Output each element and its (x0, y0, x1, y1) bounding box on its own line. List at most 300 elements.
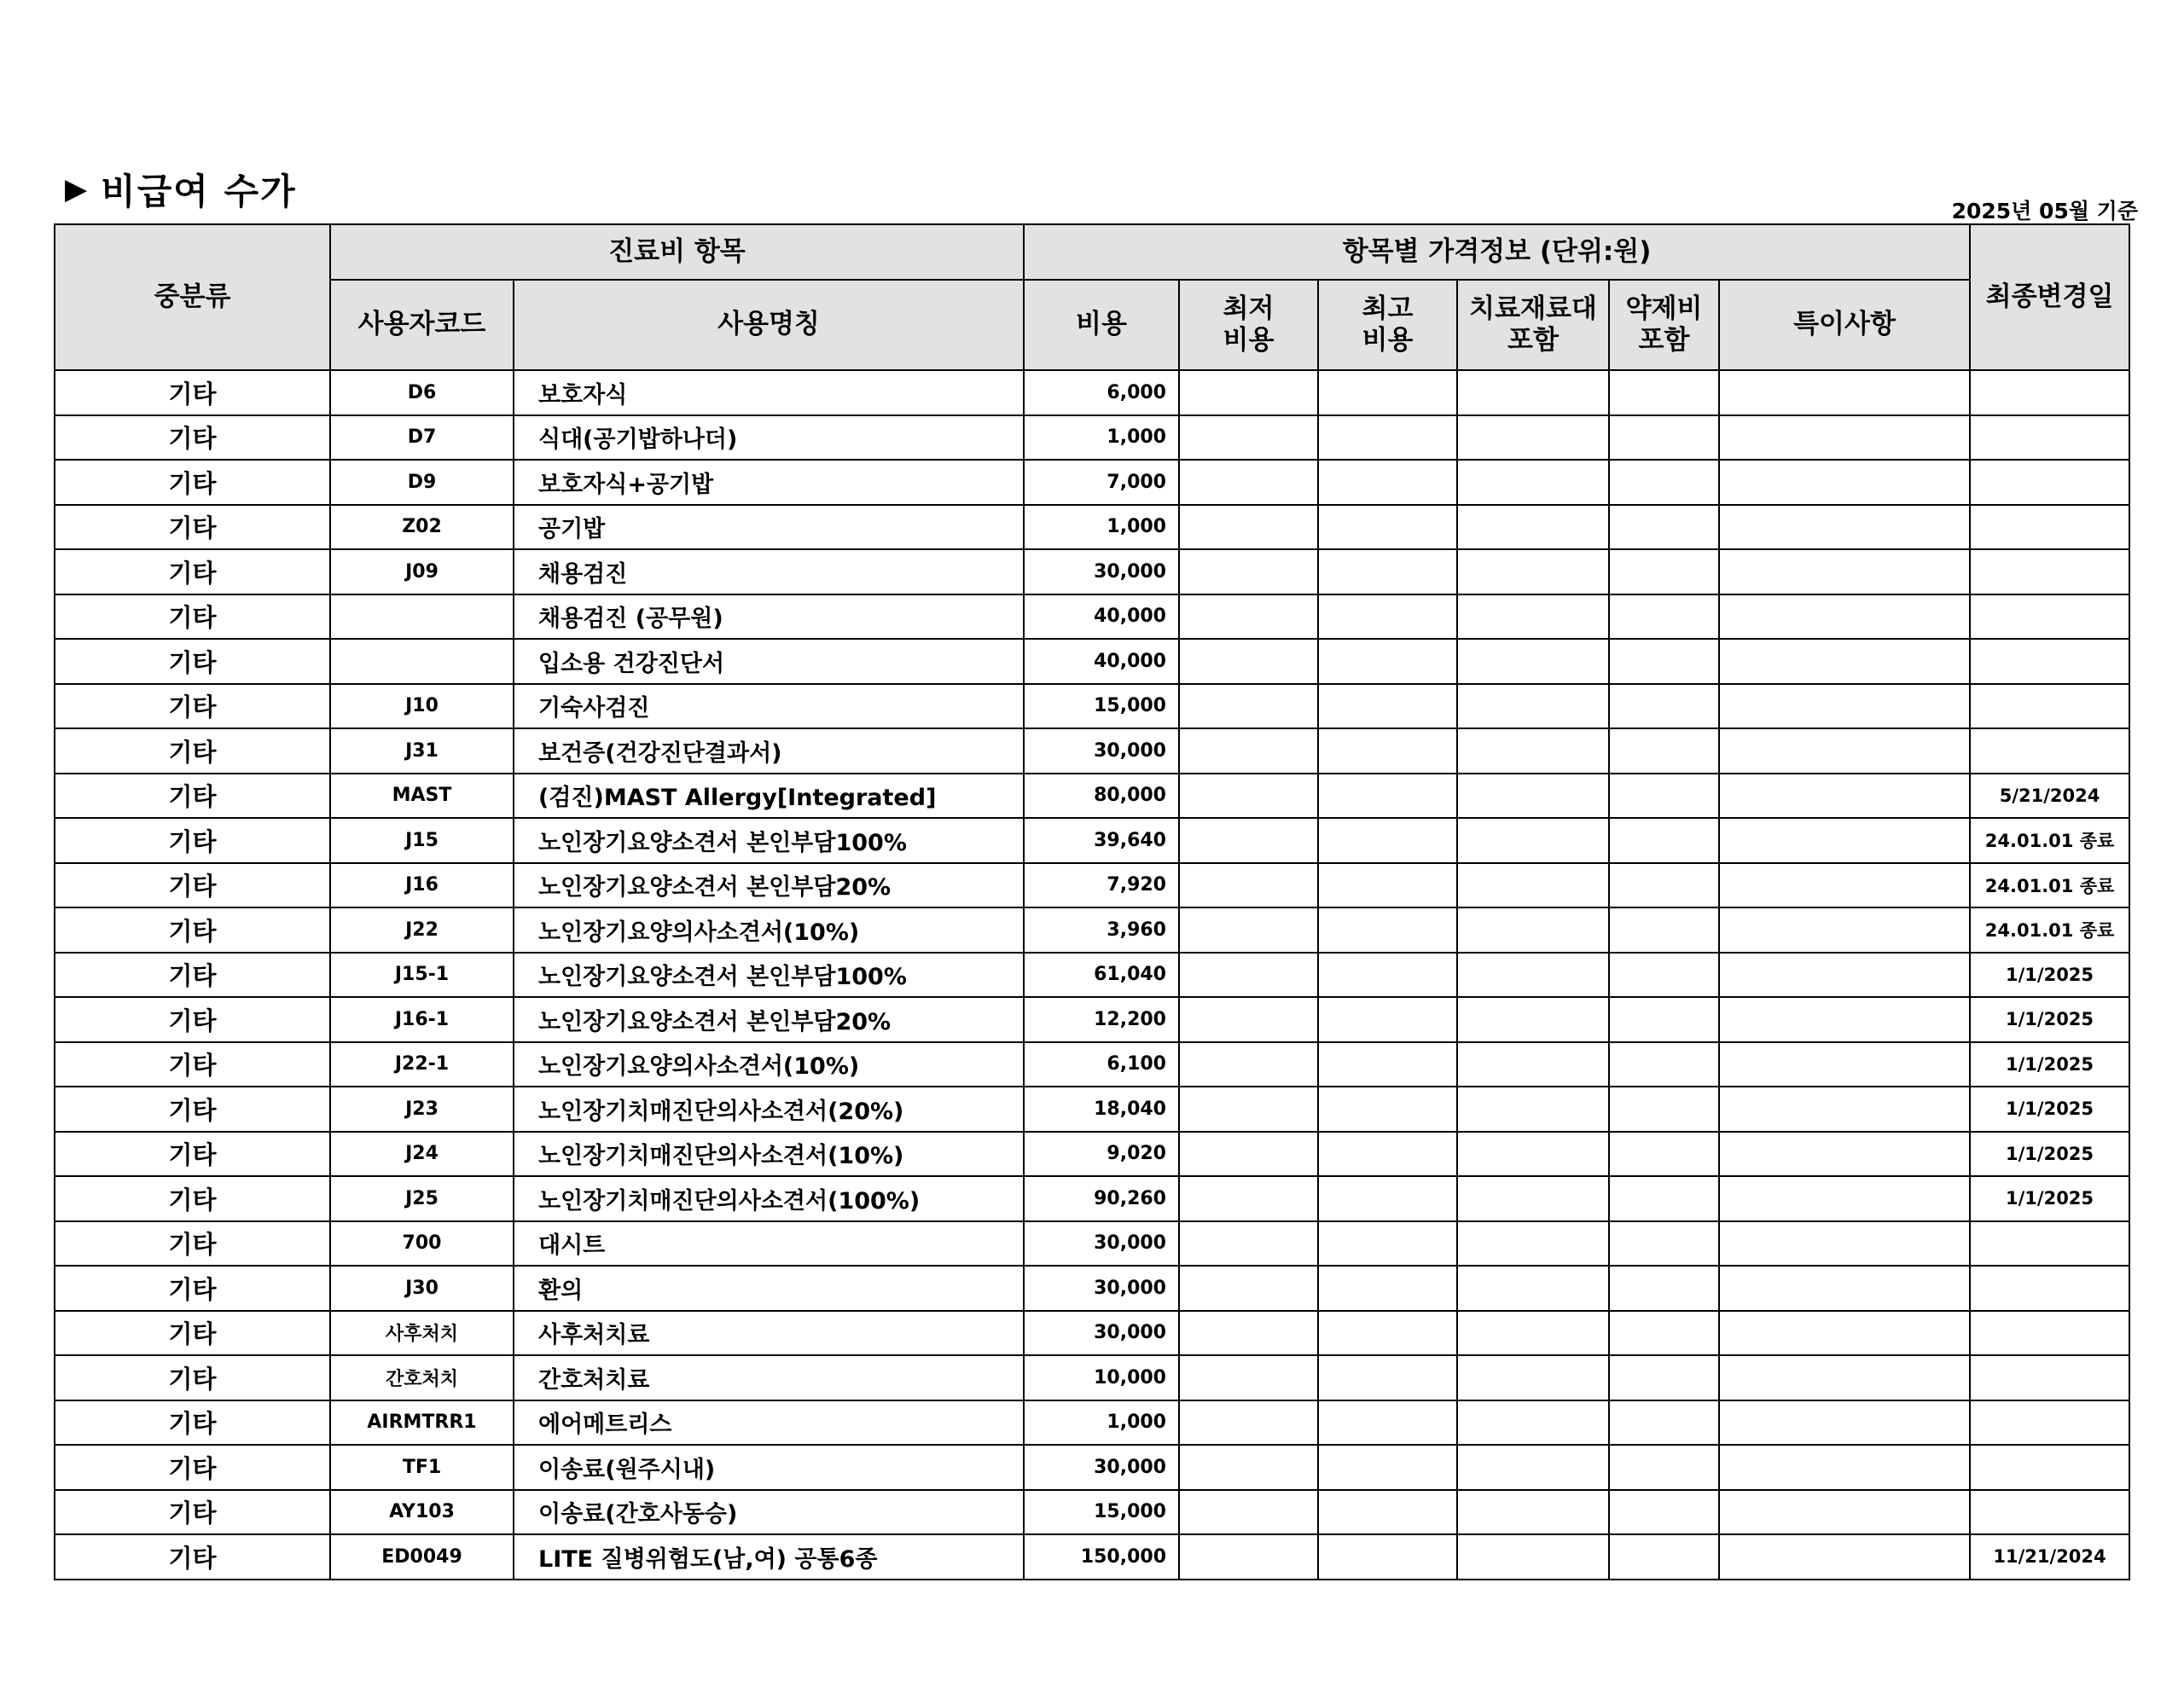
min-cost-cell (1179, 818, 1318, 863)
last-changed-cell (1970, 1311, 2129, 1356)
cost-cell: 30,000 (1024, 728, 1179, 774)
remarks-cell (1719, 370, 1970, 415)
header-max-cost (1318, 280, 1457, 370)
category-cell: 기타 (55, 953, 330, 998)
last-changed-cell (1970, 1490, 2129, 1535)
table-row (55, 594, 2129, 640)
material-cell (1457, 1221, 1609, 1267)
table-row (55, 639, 2129, 684)
table-row (55, 1176, 2129, 1221)
category-cell: 기타 (55, 684, 330, 729)
category-cell: 기타 (55, 505, 330, 550)
category-cell: 기타 (55, 1311, 330, 1356)
header-group-item: 진료비 항목 (330, 224, 1024, 280)
drug-cell (1609, 1311, 1719, 1356)
header-cost: 비용 (1024, 280, 1179, 370)
category-cell: 기타 (55, 639, 330, 684)
user-code-cell: J31 (330, 728, 514, 774)
max-cost-cell (1318, 1087, 1457, 1132)
max-cost-cell (1318, 684, 1457, 729)
last-changed-cell: 24.01.01 종료 (1970, 907, 2129, 953)
cost-cell: 150,000 (1024, 1534, 1179, 1580)
last-changed-cell: 24.01.01 종료 (1970, 863, 2129, 908)
last-changed-cell: 1/1/2025 (1970, 953, 2129, 998)
table-row (55, 370, 2129, 415)
drug-cell (1609, 1221, 1719, 1267)
drug-cell (1609, 505, 1719, 550)
max-cost-cell (1318, 1311, 1457, 1356)
max-cost-cell (1318, 1355, 1457, 1400)
table-row (55, 1445, 2129, 1490)
user-code-cell: D9 (330, 460, 514, 505)
user-name-cell: 보호자식 (514, 370, 1024, 415)
header-material-included (1457, 280, 1609, 370)
drug-cell (1609, 1087, 1719, 1132)
max-cost-cell (1318, 728, 1457, 774)
min-cost-cell (1179, 1221, 1318, 1267)
material-cell (1457, 997, 1609, 1042)
last-changed-cell (1970, 639, 2129, 684)
user-name-cell: 채용검진 (514, 549, 1024, 594)
material-cell (1457, 953, 1609, 998)
last-changed-cell: 11/21/2024 (1970, 1534, 2129, 1580)
user-code-cell: J16 (330, 863, 514, 908)
cost-cell: 40,000 (1024, 639, 1179, 684)
user-code-cell: J23 (330, 1087, 514, 1132)
user-name-cell: 노인장기치매진단의사소견서(100%) (514, 1176, 1024, 1221)
cost-cell: 15,000 (1024, 1490, 1179, 1535)
min-cost-cell (1179, 1490, 1318, 1535)
user-name-cell: 식대(공기밥하나더) (514, 415, 1024, 461)
category-cell: 기타 (55, 1221, 330, 1267)
user-name-cell: 노인장기요양소견서 본인부담100% (514, 953, 1024, 998)
user-code-cell: ED0049 (330, 1534, 514, 1580)
min-cost-cell (1179, 728, 1318, 774)
material-cell (1457, 549, 1609, 594)
category-cell: 기타 (55, 1490, 330, 1535)
user-code-cell: D7 (330, 415, 514, 461)
material-cell (1457, 774, 1609, 819)
cost-cell: 30,000 (1024, 1221, 1179, 1267)
remarks-cell (1719, 684, 1970, 729)
user-name-cell: 에어메트리스 (514, 1400, 1024, 1446)
cost-cell: 1,000 (1024, 1400, 1179, 1446)
last-changed-cell: 1/1/2025 (1970, 1176, 2129, 1221)
user-name-cell: 노인장기요양의사소견서(10%) (514, 907, 1024, 953)
material-cell (1457, 863, 1609, 908)
cost-cell: 7,000 (1024, 460, 1179, 505)
table-row (55, 1266, 2129, 1311)
max-cost-cell (1318, 863, 1457, 908)
user-name-cell: 노인장기요양소견서 본인부담100% (514, 818, 1024, 863)
user-code-cell: J09 (330, 549, 514, 594)
material-cell (1457, 1042, 1609, 1087)
remarks-cell (1719, 1311, 1970, 1356)
table-row (55, 684, 2129, 729)
category-cell: 기타 (55, 1445, 330, 1490)
max-cost-cell (1318, 907, 1457, 953)
remarks-cell (1719, 953, 1970, 998)
last-changed-cell (1970, 1266, 2129, 1311)
min-cost-cell (1179, 1311, 1318, 1356)
header-min-cost (1179, 280, 1318, 370)
remarks-cell (1719, 415, 1970, 461)
cost-cell: 6,100 (1024, 1042, 1179, 1087)
min-cost-cell (1179, 953, 1318, 998)
last-changed-cell (1970, 594, 2129, 640)
drug-cell (1609, 415, 1719, 461)
table-row (55, 1400, 2129, 1446)
last-changed-cell (1970, 415, 2129, 461)
drug-cell (1609, 1355, 1719, 1400)
last-changed-cell (1970, 1445, 2129, 1490)
drug-cell (1609, 1176, 1719, 1221)
category-cell: 기타 (55, 1400, 330, 1446)
category-cell: 기타 (55, 863, 330, 908)
remarks-cell (1719, 1490, 1970, 1535)
user-code-cell: J15 (330, 818, 514, 863)
user-name-cell: 이송료(원주시내) (514, 1445, 1024, 1490)
header-max-cost-line2: 비용 (1362, 325, 1414, 356)
material-cell (1457, 1132, 1609, 1177)
remarks-cell (1719, 1534, 1970, 1580)
cost-cell: 39,640 (1024, 818, 1179, 863)
header-last-changed: 최종변경일 (1970, 224, 2129, 370)
material-cell (1457, 684, 1609, 729)
drug-cell (1609, 774, 1719, 819)
user-name-cell: 보호자식+공기밥 (514, 460, 1024, 505)
user-code-cell: AY103 (330, 1490, 514, 1535)
remarks-cell (1719, 774, 1970, 819)
min-cost-cell (1179, 1355, 1318, 1400)
min-cost-cell (1179, 774, 1318, 819)
max-cost-cell (1318, 639, 1457, 684)
reference-date: 2025년 05월 기준 (1951, 199, 2138, 223)
cost-cell: 3,960 (1024, 907, 1179, 953)
user-name-cell: 공기밥 (514, 505, 1024, 550)
max-cost-cell (1318, 818, 1457, 863)
material-cell (1457, 1400, 1609, 1446)
remarks-cell (1719, 549, 1970, 594)
user-code-cell: J24 (330, 1132, 514, 1177)
user-name-cell: 입소용 건강진단서 (514, 639, 1024, 684)
page-title (65, 164, 297, 215)
drug-cell (1609, 1266, 1719, 1311)
page-title-text: 비급여 수가 (101, 171, 297, 212)
user-name-cell: 사후처치료 (514, 1311, 1024, 1356)
user-name-cell: 간호처치료 (514, 1355, 1024, 1400)
last-changed-cell: 1/1/2025 (1970, 997, 2129, 1042)
header-max-cost-line1: 최고 (1362, 293, 1414, 324)
min-cost-cell (1179, 1176, 1318, 1221)
drug-cell (1609, 1042, 1719, 1087)
remarks-cell (1719, 997, 1970, 1042)
user-code-cell: J16-1 (330, 997, 514, 1042)
cost-cell: 15,000 (1024, 684, 1179, 729)
category-cell: 기타 (55, 460, 330, 505)
header-group-price: 항목별 가격정보 (단위:원) (1024, 224, 1970, 280)
material-cell (1457, 1490, 1609, 1535)
material-cell (1457, 370, 1609, 415)
user-name-cell: 이송료(간호사동승) (514, 1490, 1024, 1535)
min-cost-cell (1179, 1132, 1318, 1177)
remarks-cell (1719, 639, 1970, 684)
user-name-cell: (검진)MAST Allergy[Integrated] (514, 774, 1024, 819)
cost-cell: 1,000 (1024, 505, 1179, 550)
table-row (55, 1132, 2129, 1177)
drug-cell (1609, 818, 1719, 863)
min-cost-cell (1179, 1087, 1318, 1132)
remarks-cell (1719, 505, 1970, 550)
min-cost-cell (1179, 1445, 1318, 1490)
drug-cell (1609, 684, 1719, 729)
remarks-cell (1719, 1445, 1970, 1490)
max-cost-cell (1318, 1042, 1457, 1087)
cost-cell: 10,000 (1024, 1355, 1179, 1400)
cost-cell: 7,920 (1024, 863, 1179, 908)
max-cost-cell (1318, 1132, 1457, 1177)
material-cell (1457, 1445, 1609, 1490)
user-name-cell: 노인장기요양의사소견서(10%) (514, 1042, 1024, 1087)
last-changed-cell (1970, 549, 2129, 594)
remarks-cell (1719, 460, 1970, 505)
drug-cell (1609, 1445, 1719, 1490)
category-cell: 기타 (55, 907, 330, 953)
table-row (55, 1490, 2129, 1535)
last-changed-cell (1970, 370, 2129, 415)
user-name-cell: 환의 (514, 1266, 1024, 1311)
category-cell: 기타 (55, 1042, 330, 1087)
max-cost-cell (1318, 1221, 1457, 1267)
drug-cell (1609, 907, 1719, 953)
material-cell (1457, 907, 1609, 953)
remarks-cell (1719, 1355, 1970, 1400)
last-changed-cell (1970, 460, 2129, 505)
drug-cell (1609, 1534, 1719, 1580)
material-cell (1457, 728, 1609, 774)
cost-cell: 12,200 (1024, 997, 1179, 1042)
cost-cell: 30,000 (1024, 1311, 1179, 1356)
drug-cell (1609, 1132, 1719, 1177)
table-body (55, 370, 2129, 1580)
material-cell (1457, 1355, 1609, 1400)
user-name-cell: 노인장기치매진단의사소견서(20%) (514, 1087, 1024, 1132)
last-changed-cell: 1/1/2025 (1970, 1132, 2129, 1177)
header-user-name: 사용명칭 (514, 280, 1024, 370)
remarks-cell (1719, 1400, 1970, 1446)
max-cost-cell (1318, 997, 1457, 1042)
table-row (55, 1355, 2129, 1400)
max-cost-cell (1318, 1266, 1457, 1311)
drug-cell (1609, 997, 1719, 1042)
header-drug-included (1609, 280, 1719, 370)
table-row (55, 1311, 2129, 1356)
max-cost-cell (1318, 953, 1457, 998)
cost-cell: 30,000 (1024, 549, 1179, 594)
header-min-cost-line1: 최저 (1223, 293, 1275, 324)
table-row (55, 1042, 2129, 1087)
user-code-cell: Z02 (330, 505, 514, 550)
max-cost-cell (1318, 505, 1457, 550)
cost-cell: 9,020 (1024, 1132, 1179, 1177)
user-code-cell (330, 594, 514, 640)
drug-cell (1609, 1400, 1719, 1446)
category-cell: 기타 (55, 1176, 330, 1221)
material-cell (1457, 460, 1609, 505)
header-category: 중분류 (55, 224, 330, 370)
user-code-cell: J15-1 (330, 953, 514, 998)
remarks-cell (1719, 1132, 1970, 1177)
category-cell: 기타 (55, 1132, 330, 1177)
last-changed-cell (1970, 1355, 2129, 1400)
drug-cell (1609, 953, 1719, 998)
user-code-cell: 700 (330, 1221, 514, 1267)
last-changed-cell (1970, 1400, 2129, 1446)
remarks-cell (1719, 1042, 1970, 1087)
max-cost-cell (1318, 1490, 1457, 1535)
min-cost-cell (1179, 1042, 1318, 1087)
cost-cell: 30,000 (1024, 1445, 1179, 1490)
min-cost-cell (1179, 639, 1318, 684)
user-name-cell: 채용검진 (공무원) (514, 594, 1024, 640)
category-cell: 기타 (55, 728, 330, 774)
drug-cell (1609, 460, 1719, 505)
last-changed-cell: 5/21/2024 (1970, 774, 2129, 819)
user-code-cell: 사후처치 (330, 1311, 514, 1356)
remarks-cell (1719, 863, 1970, 908)
user-name-cell: 노인장기요양소견서 본인부담20% (514, 863, 1024, 908)
header-material-line1: 치료재료대 (1469, 293, 1597, 324)
category-cell: 기타 (55, 549, 330, 594)
table-row (55, 728, 2129, 774)
table-row (55, 1221, 2129, 1267)
table-row (55, 460, 2129, 505)
cost-cell: 80,000 (1024, 774, 1179, 819)
remarks-cell (1719, 594, 1970, 640)
cost-cell: 1,000 (1024, 415, 1179, 461)
table-row (55, 415, 2129, 461)
remarks-cell (1719, 728, 1970, 774)
max-cost-cell (1318, 549, 1457, 594)
min-cost-cell (1179, 505, 1318, 550)
max-cost-cell (1318, 415, 1457, 461)
min-cost-cell (1179, 684, 1318, 729)
user-name-cell: 기숙사검진 (514, 684, 1024, 729)
min-cost-cell (1179, 549, 1318, 594)
last-changed-cell (1970, 728, 2129, 774)
remarks-cell (1719, 818, 1970, 863)
cost-cell: 30,000 (1024, 1266, 1179, 1311)
user-code-cell: J25 (330, 1176, 514, 1221)
table-row (55, 818, 2129, 863)
max-cost-cell (1318, 1400, 1457, 1446)
category-cell: 기타 (55, 997, 330, 1042)
user-code-cell: D6 (330, 370, 514, 415)
category-cell: 기타 (55, 774, 330, 819)
material-cell (1457, 1534, 1609, 1580)
cost-cell: 6,000 (1024, 370, 1179, 415)
cost-cell: 40,000 (1024, 594, 1179, 640)
category-cell: 기타 (55, 1266, 330, 1311)
min-cost-cell (1179, 863, 1318, 908)
table-row (55, 1534, 2129, 1580)
table-row (55, 774, 2129, 819)
non-covered-fee-table (54, 223, 2130, 1580)
max-cost-cell (1318, 1176, 1457, 1221)
material-cell (1457, 415, 1609, 461)
last-changed-cell: 24.01.01 종료 (1970, 818, 2129, 863)
material-cell (1457, 818, 1609, 863)
user-code-cell: MAST (330, 774, 514, 819)
material-cell (1457, 1087, 1609, 1132)
min-cost-cell (1179, 997, 1318, 1042)
drug-cell (1609, 728, 1719, 774)
category-cell: 기타 (55, 594, 330, 640)
max-cost-cell (1318, 460, 1457, 505)
drug-cell (1609, 370, 1719, 415)
table-row (55, 953, 2129, 998)
remarks-cell (1719, 1176, 1970, 1221)
remarks-cell (1719, 907, 1970, 953)
table-row (55, 505, 2129, 550)
cost-cell: 18,040 (1024, 1087, 1179, 1132)
table-row (55, 863, 2129, 908)
remarks-cell (1719, 1221, 1970, 1267)
user-code-cell: AIRMTRR1 (330, 1400, 514, 1446)
category-cell: 기타 (55, 415, 330, 461)
table-row (55, 549, 2129, 594)
header-user-code: 사용자코드 (330, 280, 514, 370)
min-cost-cell (1179, 594, 1318, 640)
drug-cell (1609, 594, 1719, 640)
header-material-line2: 포함 (1507, 325, 1559, 356)
last-changed-cell: 1/1/2025 (1970, 1087, 2129, 1132)
header-drug-line1: 약제비 (1625, 293, 1703, 324)
drug-cell (1609, 1490, 1719, 1535)
drug-cell (1609, 549, 1719, 594)
last-changed-cell (1970, 1221, 2129, 1267)
user-code-cell (330, 639, 514, 684)
last-changed-cell (1970, 505, 2129, 550)
category-cell: 기타 (55, 1355, 330, 1400)
material-cell (1457, 1266, 1609, 1311)
min-cost-cell (1179, 1400, 1318, 1446)
min-cost-cell (1179, 1266, 1318, 1311)
material-cell (1457, 1311, 1609, 1356)
min-cost-cell (1179, 370, 1318, 415)
user-name-cell: LITE 질병위험도(남,여) 공통6종 (514, 1534, 1024, 1580)
last-changed-cell: 1/1/2025 (1970, 1042, 2129, 1087)
remarks-cell (1719, 1087, 1970, 1132)
max-cost-cell (1318, 1534, 1457, 1580)
max-cost-cell (1318, 1445, 1457, 1490)
max-cost-cell (1318, 370, 1457, 415)
user-code-cell: J30 (330, 1266, 514, 1311)
material-cell (1457, 594, 1609, 640)
triangle-bullet-icon: ▶ (65, 172, 88, 206)
user-name-cell: 대시트 (514, 1221, 1024, 1267)
material-cell (1457, 505, 1609, 550)
table-row (55, 907, 2129, 953)
last-changed-cell (1970, 684, 2129, 729)
drug-cell (1609, 639, 1719, 684)
cost-cell: 61,040 (1024, 953, 1179, 998)
category-cell: 기타 (55, 370, 330, 415)
user-name-cell: 보건증(건강진단결과서) (514, 728, 1024, 774)
min-cost-cell (1179, 1534, 1318, 1580)
category-cell: 기타 (55, 1534, 330, 1580)
min-cost-cell (1179, 907, 1318, 953)
